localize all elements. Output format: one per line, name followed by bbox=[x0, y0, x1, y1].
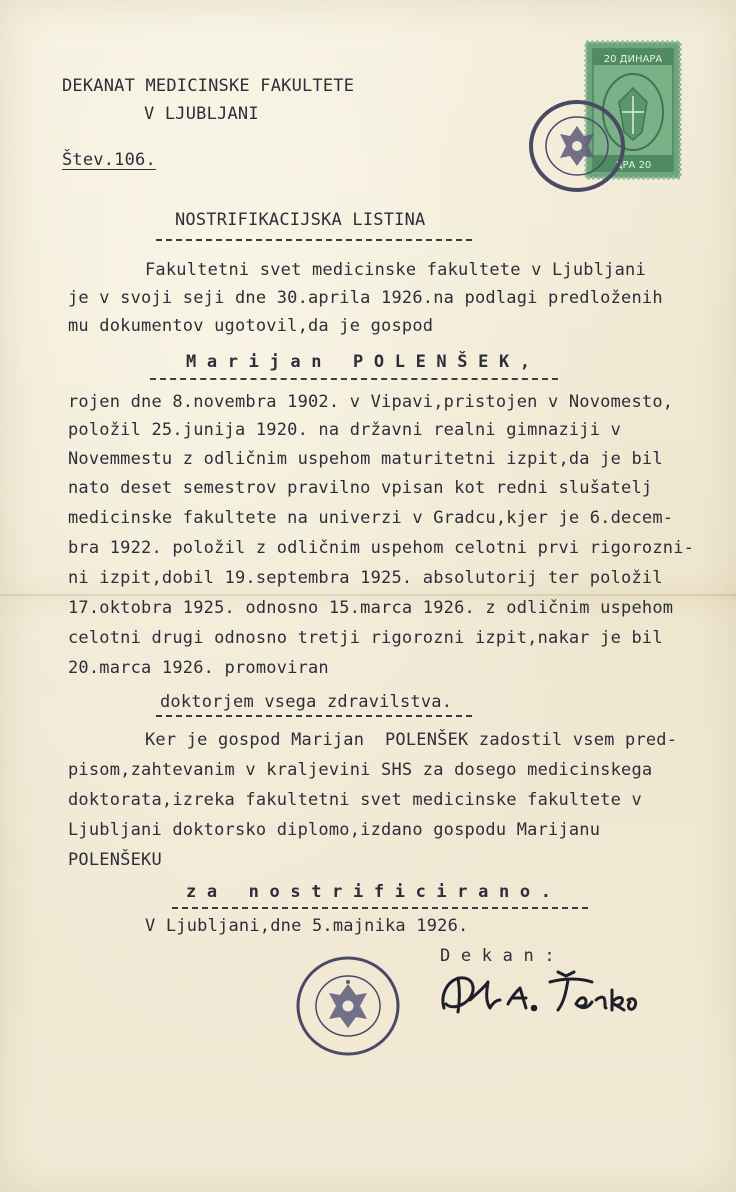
signatory-title: D e k a n : bbox=[440, 946, 555, 966]
details-line-6: bra 1922. položil z odličnim uspehom celotni prvi rigorozni- bbox=[68, 538, 695, 558]
conclusion-line-5: POLENŠEKU bbox=[68, 850, 162, 870]
document-title: NOSTRIFIKACIJSKA LISTINA bbox=[175, 210, 426, 230]
intro-line-2: je v svoji seji dne 30.aprila 1926.na podlagi predloženih bbox=[68, 288, 663, 308]
details-line-8: 17.oktobra 1925. odnosno 15.marca 1926. z odličnim uspehom bbox=[68, 598, 674, 618]
nostrification-status: z a n o s t r i f i c i r a n o . bbox=[186, 882, 552, 902]
bottom-seal-stamp bbox=[292, 952, 404, 1060]
reference-number: Štev.106. bbox=[62, 150, 156, 170]
paper-fold bbox=[0, 594, 736, 596]
institution-line-1: DEKANAT MEDICINSKE FAKULTETE bbox=[62, 76, 355, 96]
details-line-2: položil 25.junija 1920. na državni realni gimnaziji v bbox=[68, 420, 622, 440]
details-line-4: nato deset semestrov pravilno vpisan kot redni slušatelj bbox=[68, 478, 653, 498]
dean-signature bbox=[430, 964, 640, 1024]
status-underline bbox=[172, 907, 588, 909]
revenue-stamp-bottom-value: ДРА 20 bbox=[614, 160, 652, 171]
conclusion-line-2: pisom,zahtevanim v kraljevini SHS za dosego medicinskega bbox=[68, 760, 653, 780]
place-date: V Ljubljani,dne 5.majnika 1926. bbox=[145, 916, 469, 936]
details-line-5: medicinske fakultete na univerzi v Gradcu,kjer je 6.decem- bbox=[68, 508, 674, 528]
details-line-9: celotni drugi odnosno tretji rigorozni izpit,nakar je bil bbox=[68, 628, 663, 648]
institution-line-2: V LJUBLJANI bbox=[144, 104, 259, 124]
title-underline bbox=[156, 239, 472, 241]
details-line-3: Novemmestu z odličnim uspehom maturitetni izpit,da je bil bbox=[68, 449, 663, 469]
conclusion-line-3: doktorata,izreka fakultetni svet medicinske fakultete v bbox=[68, 790, 642, 810]
person-name: M a r i j a n P O L E N Š E K , bbox=[186, 352, 531, 372]
details-line-7: ni izpit,dobil 19.septembra 1925. absolutorij ter položil bbox=[68, 568, 663, 588]
degree-underline bbox=[156, 715, 472, 717]
conclusion-line-4: Ljubljani doktorsko diplomo,izdano gospodu Marijanu bbox=[68, 820, 601, 840]
revenue-stamp-top-value: 20 ДИНАРА bbox=[603, 54, 663, 65]
top-seal-stamp bbox=[522, 96, 632, 196]
intro-line-1: Fakultetni svet medicinske fakultete v Ljubljani bbox=[145, 260, 646, 280]
name-underline bbox=[150, 378, 558, 380]
conclusion-line-1: Ker je gospod Marijan POLENŠEK zadostil vsem pred- bbox=[145, 730, 678, 750]
details-line-10: 20.marca 1926. promoviran bbox=[68, 658, 329, 678]
intro-line-3: mu dokumentov ugotovil,da je gospod bbox=[68, 316, 434, 336]
degree-title: doktorjem vsega zdravilstva. bbox=[160, 692, 453, 712]
details-line-1: rojen dne 8.novembra 1902. v Vipavi,pristojen v Novomesto, bbox=[68, 392, 674, 412]
